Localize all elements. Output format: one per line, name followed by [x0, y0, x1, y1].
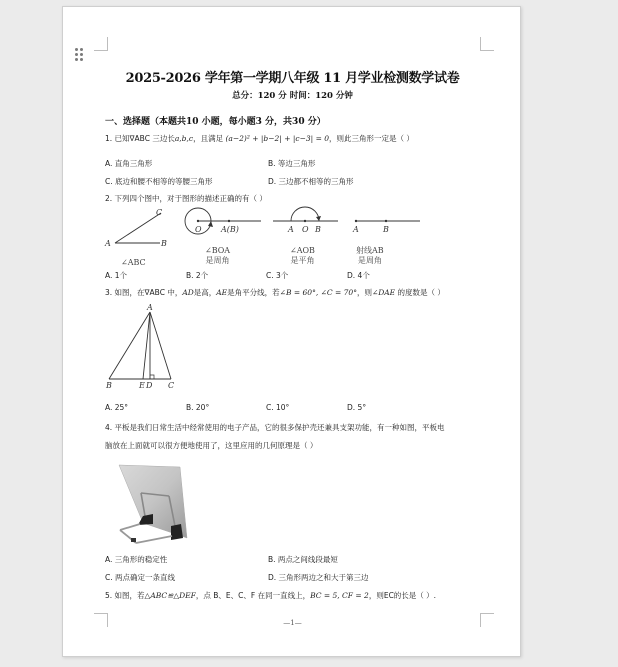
question-5: 5. 如图，若△ABC≌△DEF，点 B、E、C、F 在同一直线上，BC = 5, CF = 2，则EC的长是（ ）.: [105, 591, 437, 600]
q1-option-a: A. 直角三角形: [105, 159, 153, 168]
q2-option-c: C. 3个: [266, 271, 289, 280]
q2-option-d: D. 4个: [347, 271, 370, 280]
q4-option-c: C. 两点确定一条直线: [105, 573, 176, 582]
fig3-caption: ∠AOB 是平角: [290, 246, 315, 265]
drag-handle-icon[interactable]: [75, 48, 84, 62]
document-page: 2025-2026 学年第一学期八年级 11 月学业检测数学试卷 总分：120 分 时间：120 分钟 一、选择题（本题共10 小题，每小题3 分，共30 分） 1. 已知∇ABC 三边长a,b,c，且满足 (a−2)² + |b−2| + |c−3| = 0，则此三角形一定是（ ） A. 直角三角形 B. 等边三角形 C. 底边和腰不相等的等腰三角形 D. 三边都不相等的三角形 2. 下列四个图中，对于图形的描述正确的有（ ） A B C ∠ABC O A(B) ∠BOA 是周角 A O B ∠AOB 是平角 A B 射线AB 是周角 A. 1个 B. 2个 C. 3个 D. 4个 3. 如图，在∇ABC 中，AD是高，AE是角平分线，若∠B = 60°, ∠C = 70°，则∠DAE 的度数是（ ） A B E D C A. 25° B. 20° C. 10° D. 5° 4. 平板是我们日常生活中经常使用的电子产品，它的很多保护壳还兼具支架功能，有一种如图，平板电 脑放在上面就可以很方便地使用了，这里应用的几何原理是（ ） A. 三角形的稳定性 B. 两点之间线段最短 C. 两点确定一条直线 D. 三角形两边之和大于第三边 5. 如图，若△ABC≌△DEF，点 B、E、C、F 在同一直线上，BC = 5, CF = 2，则EC的长是（ ）. —1—: [62, 6, 521, 657]
formula: (a−2)² + |b−2| + |c−3| = 0: [225, 134, 330, 143]
q3-option-c: C. 10°: [266, 403, 290, 412]
q3-option-d: D. 5°: [347, 403, 367, 412]
fig4-caption: 射线AB 是周角: [356, 246, 384, 265]
question-4-line-1: 4. 平板是我们日常生活中经常使用的电子产品，它的很多保护壳还兼具支架功能，有一种如图，平板电: [105, 423, 445, 432]
question-2: 2. 下列四个图中，对于图形的描述正确的有（ ）: [105, 194, 267, 203]
fig2-caption: ∠BOA 是周角: [205, 246, 231, 265]
question-1: 1. 已知∇ABC 三边长a,b,c，且满足 (a−2)² + |b−2| + |c−3| = 0，则此三角形一定是（ ）: [105, 134, 414, 143]
q2-option-b: B. 2个: [186, 271, 209, 280]
section-heading-choice: 一、选择题（本题共10 小题，每小题3 分，共30 分）: [105, 117, 326, 127]
page-number: —1—: [283, 619, 302, 627]
tablet-stand-image: [105, 458, 200, 548]
document-subtitle: 总分：120 分 时间：120 分钟: [232, 91, 353, 101]
figure-triangle-abc: [105, 309, 185, 384]
question-4-line-2: 脑放在上面就可以很方便地使用了，这里应用的几何原理是（ ）: [105, 441, 318, 450]
q2-option-a: A. 1个: [105, 271, 128, 280]
q3-option-b: B. 20°: [186, 403, 210, 412]
crop-mark-top-right: [480, 37, 494, 51]
figure-full-angle: [181, 205, 261, 240]
figure-straight-angle: [273, 205, 343, 240]
figure-ray: [348, 205, 423, 240]
q1-option-b: B. 等边三角形: [268, 159, 316, 168]
crop-mark-top-left: [94, 37, 108, 51]
q4-option-b: B. 两点之间线段最短: [268, 555, 338, 564]
q1-option-c: C. 底边和腰不相等的等腰三角形: [105, 177, 213, 186]
document-title: 2025-2026 学年第一学期八年级 11 月学业检测数学试卷: [125, 71, 460, 86]
fig1-caption: ∠ABC: [121, 258, 146, 267]
q3-option-a: A. 25°: [105, 403, 129, 412]
question-3: 3. 如图，在∇ABC 中，AD是高，AE是角平分线，若∠B = 60°, ∠C = 70°，则∠DAE 的度数是（ ）: [105, 288, 445, 297]
q1-option-d: D. 三边都不相等的三角形: [268, 177, 354, 186]
q4-option-d: D. 三角形两边之和大于第三边: [268, 573, 369, 582]
q4-option-a: A. 三角形的稳定性: [105, 555, 168, 564]
